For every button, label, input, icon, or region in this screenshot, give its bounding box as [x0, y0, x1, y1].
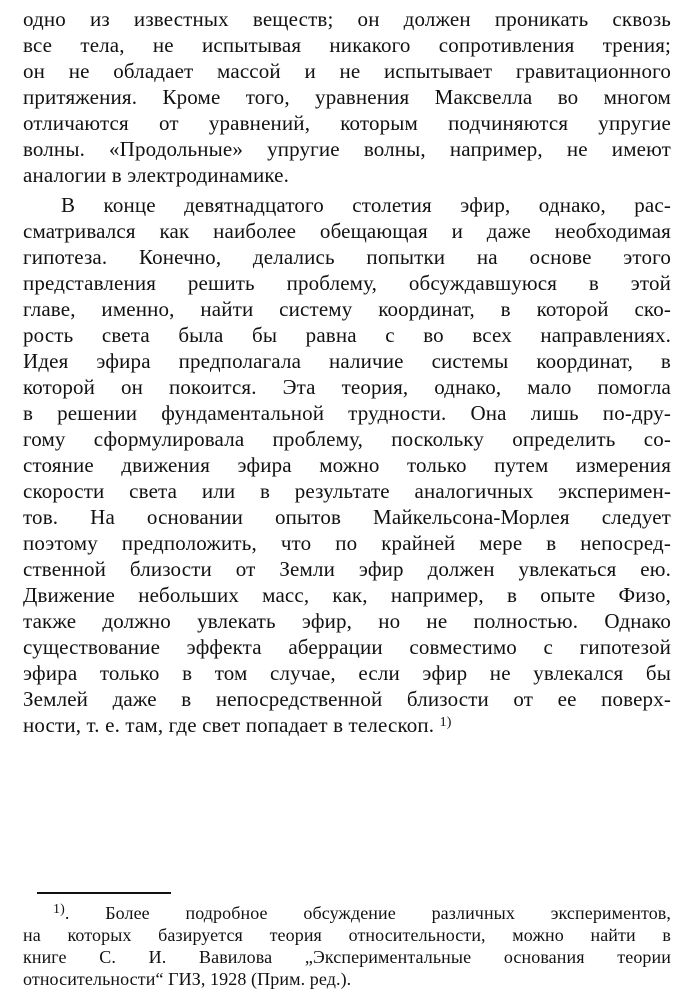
footnote-reference: 1)	[439, 715, 452, 730]
text-line: также должно увлекать эфир, но не полностью. Однако	[23, 609, 671, 633]
text-line: рость света была бы равна c во всех направлениях.	[23, 323, 671, 347]
main-text	[23, 6, 671, 738]
text-line: эфира только в том случае, если эфир не увлекался бы	[23, 661, 671, 685]
text-line: Движение небольших масс, как, например, в опыте Физо,	[23, 583, 671, 607]
text-line: скорости света или в результате аналогичных эксперимен-	[23, 479, 671, 503]
footnote-text: . Более подробное обсуждение различных экспериментов,	[64, 903, 671, 923]
text-line: поэтому предположить, что по крайней мере в непосред-	[23, 531, 671, 555]
text-line: представления решить проблему, обсуждавшуюся в этой	[23, 271, 671, 295]
text-line-last	[23, 712, 671, 738]
footnote-marker: 1)	[53, 902, 65, 917]
text-line: существование эффекта аберрации совместимо с гипотезой	[23, 635, 671, 659]
text-line: сматривался как наиболее обещающая и даже необходимая	[23, 219, 671, 243]
text-line: в решении фундаментальной трудности. Она лишь по-дру-	[23, 401, 671, 425]
footnote-divider	[37, 892, 171, 894]
text-line: отличаются от уравнений, которым подчиняются упругие	[23, 111, 671, 135]
text-line: В конце девятнадцатого столетия эфир, однако, рас-	[61, 193, 671, 217]
text-line: аналогии в электродинамике.	[23, 163, 290, 187]
text-line: которой он покоится. Эта теория, однако, мало помогла	[23, 375, 671, 399]
text-line: одно из известных веществ; он должен проникать сквозь	[23, 7, 671, 31]
text-line: все тела, не испытывая никакого сопротивления трения;	[23, 33, 671, 57]
text-line: главе, именно, найти систему координат, в которой ско-	[23, 297, 671, 321]
text-line: тов. На основании опытов Майкельсона-Морлея следует	[23, 505, 671, 529]
text-line: стояние движения эфира можно только путем измерения	[23, 453, 671, 477]
footnote-line: относительности“ ГИЗ, 1928 (Прим. ред.).	[23, 969, 352, 989]
book-page	[23, 0, 671, 1000]
text-line: гому сформулировала проблему, поскольку определить со-	[23, 427, 671, 451]
text-line: притяжения. Кроме того, уравнения Максвелла во многом	[23, 85, 671, 109]
text-line: он не обладает массой и не испытывает гравитационного	[23, 59, 671, 83]
footnote-line	[23, 902, 671, 924]
text-line: ственной близости от Земли эфир должен увлекаться ею.	[23, 557, 671, 581]
footnote-line: на которых базируется теория относительности, можно найти в	[23, 925, 671, 945]
text-line: Идея эфира предполагала наличие системы координат, в	[23, 349, 671, 373]
text-line: волны. «Продольные» упругие волны, например, не имеют	[23, 137, 671, 161]
text-line: гипотеза. Конечно, делались попытки на основе этого	[23, 245, 671, 269]
text-line-content: ности, т. е. там, где свет попадает в телескоп.	[23, 713, 435, 737]
footnote-line: книге С. И. Вавилова „Экспериментальные основания теории	[23, 947, 671, 967]
text-line: Землей даже в непосредственной близости от ее поверх-	[23, 687, 671, 711]
footnote	[23, 902, 671, 990]
